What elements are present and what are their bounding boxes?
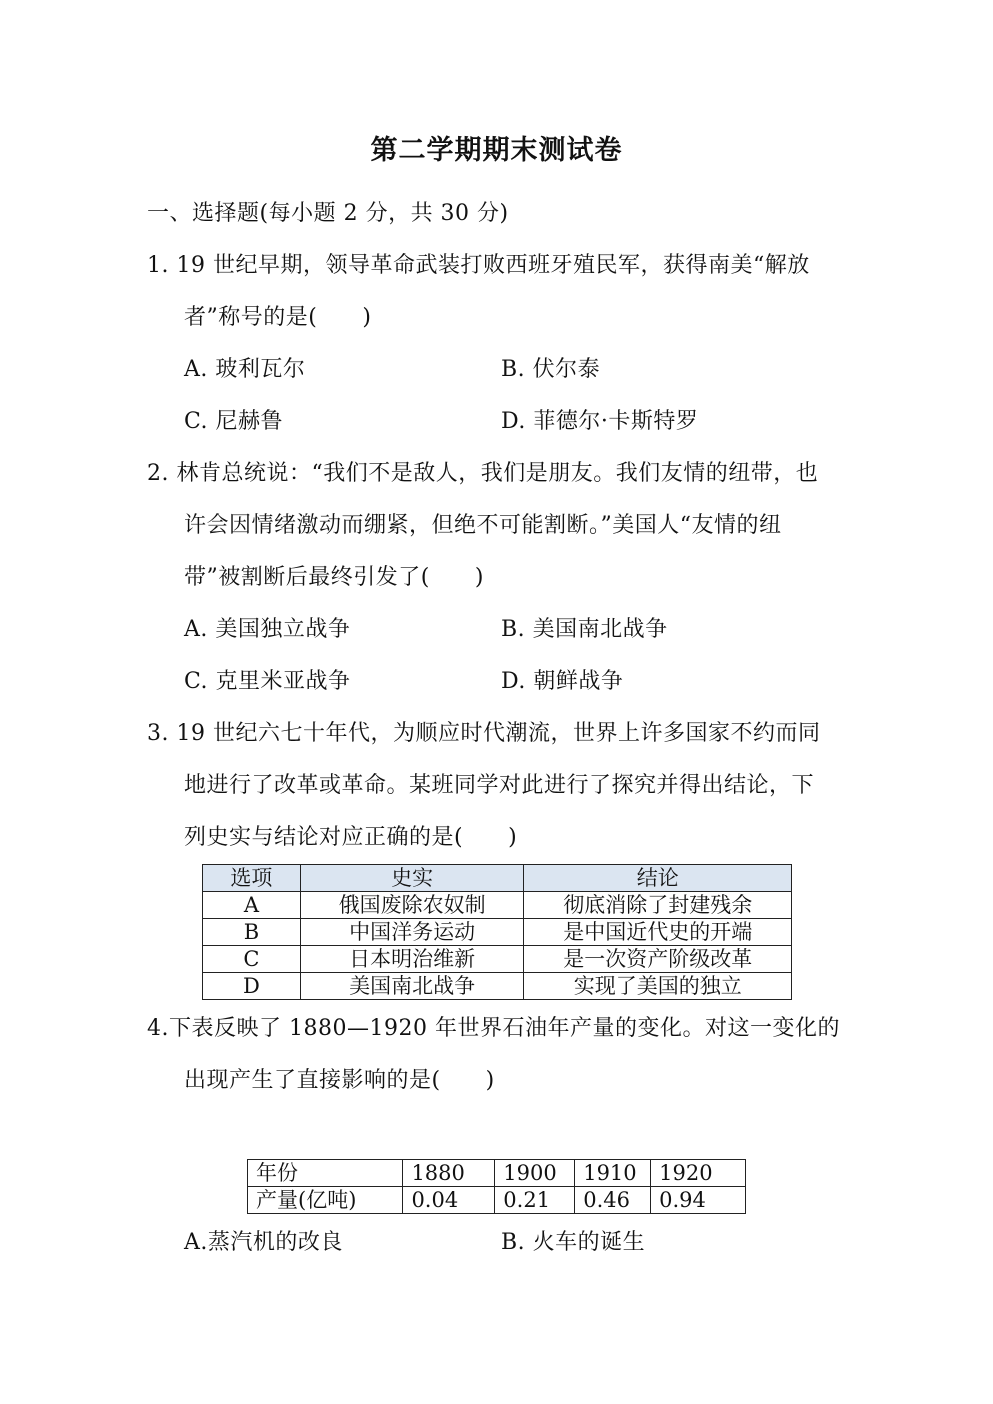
table-cell: 彻底消除了封建残余 (524, 892, 792, 919)
table-cell: 1880 (403, 1160, 495, 1187)
question-1-option-b[interactable]: B. 伏尔泰 (501, 357, 601, 382)
table-cell: D (203, 973, 301, 1000)
question-3-table (202, 864, 792, 1000)
question-2-option-d[interactable]: D. 朝鲜战争 (501, 669, 624, 694)
question-2-option-a[interactable]: A. 美国独立战争 (184, 617, 351, 642)
table-row (203, 973, 792, 1000)
table-row (248, 1160, 746, 1187)
table-cell: 1900 (495, 1160, 575, 1187)
table-cell: 俄国废除农奴制 (300, 892, 524, 919)
table-cell: A (203, 892, 301, 919)
table-row (203, 919, 792, 946)
table-header-cell: 史实 (300, 865, 524, 892)
question-4-option-a[interactable]: A.蒸汽机的改良 (184, 1230, 343, 1255)
question-2-stem-line3: 带”被割断后最终引发了( ) (184, 565, 484, 590)
question-3-stem-line3: 列史实与结论对应正确的是( ) (184, 825, 518, 850)
table-cell: C (203, 946, 301, 973)
question-1-option-d[interactable]: D. 菲德尔·卡斯特罗 (501, 409, 699, 434)
question-1-option-c[interactable]: C. 尼赫鲁 (184, 409, 284, 434)
table-cell: 实现了美国的独立 (524, 973, 792, 1000)
page-title: 第二学期期末测试卷 (370, 135, 623, 166)
table-cell: 日本明治维新 (300, 946, 524, 973)
question-2-option-c[interactable]: C. 克里米亚战争 (184, 669, 351, 694)
question-3-stem-line1: 3. 19 世纪六七十年代，为顺应时代潮流，世界上许多国家不约而同 (147, 721, 821, 746)
question-1-stem-line1: 1. 19 世纪早期，领导革命武装打败西班牙殖民军，获得南美“解放 (147, 253, 810, 278)
table-cell: 0.94 (651, 1187, 746, 1214)
question-4-stem-line1: 4.下表反映了 1880—1920 年世界石油年产量的变化。对这一变化的 (147, 1016, 840, 1041)
question-2-stem-line1: 2. 林肯总统说：“我们不是敌人，我们是朋友。我们友情的纽带，也 (147, 461, 819, 486)
table-header-row (203, 865, 792, 892)
table-cell: 是中国近代史的开端 (524, 919, 792, 946)
question-4-stem-line2: 出现产生了直接影响的是( ) (184, 1068, 495, 1093)
table-cell: 产量(亿吨) (248, 1187, 403, 1214)
section-heading: 一、选择题(每小题 2 分，共 30 分) (147, 201, 509, 226)
table-cell: 0.46 (575, 1187, 651, 1214)
table-cell: 1910 (575, 1160, 651, 1187)
table-cell: 1920 (651, 1160, 746, 1187)
question-3-stem-line2: 地进行了改革或革命。某班同学对此进行了探究并得出结论，下 (184, 773, 815, 798)
table-cell: 0.04 (403, 1187, 495, 1214)
table-cell: 美国南北战争 (300, 973, 524, 1000)
question-2-stem-line2: 许会因情绪激动而绷紧，但绝不可能割断。”美国人“友情的纽 (184, 513, 782, 538)
table-cell: 年份 (248, 1160, 403, 1187)
table-cell: 0.21 (495, 1187, 575, 1214)
table-row (248, 1187, 746, 1214)
table-header-cell: 选项 (203, 865, 301, 892)
table-cell: B (203, 919, 301, 946)
table-cell: 是一次资产阶级改革 (524, 946, 792, 973)
question-1-stem-line2: 者”称号的是( ) (184, 305, 372, 330)
table-header-cell: 结论 (524, 865, 792, 892)
table-cell: 中国洋务运动 (300, 919, 524, 946)
table-row (203, 892, 792, 919)
question-1-option-a[interactable]: A. 玻利瓦尔 (184, 357, 306, 382)
question-4-option-b[interactable]: B. 火车的诞生 (501, 1230, 646, 1255)
question-2-option-b[interactable]: B. 美国南北战争 (501, 617, 668, 642)
question-4-table (247, 1159, 746, 1214)
table-row (203, 946, 792, 973)
